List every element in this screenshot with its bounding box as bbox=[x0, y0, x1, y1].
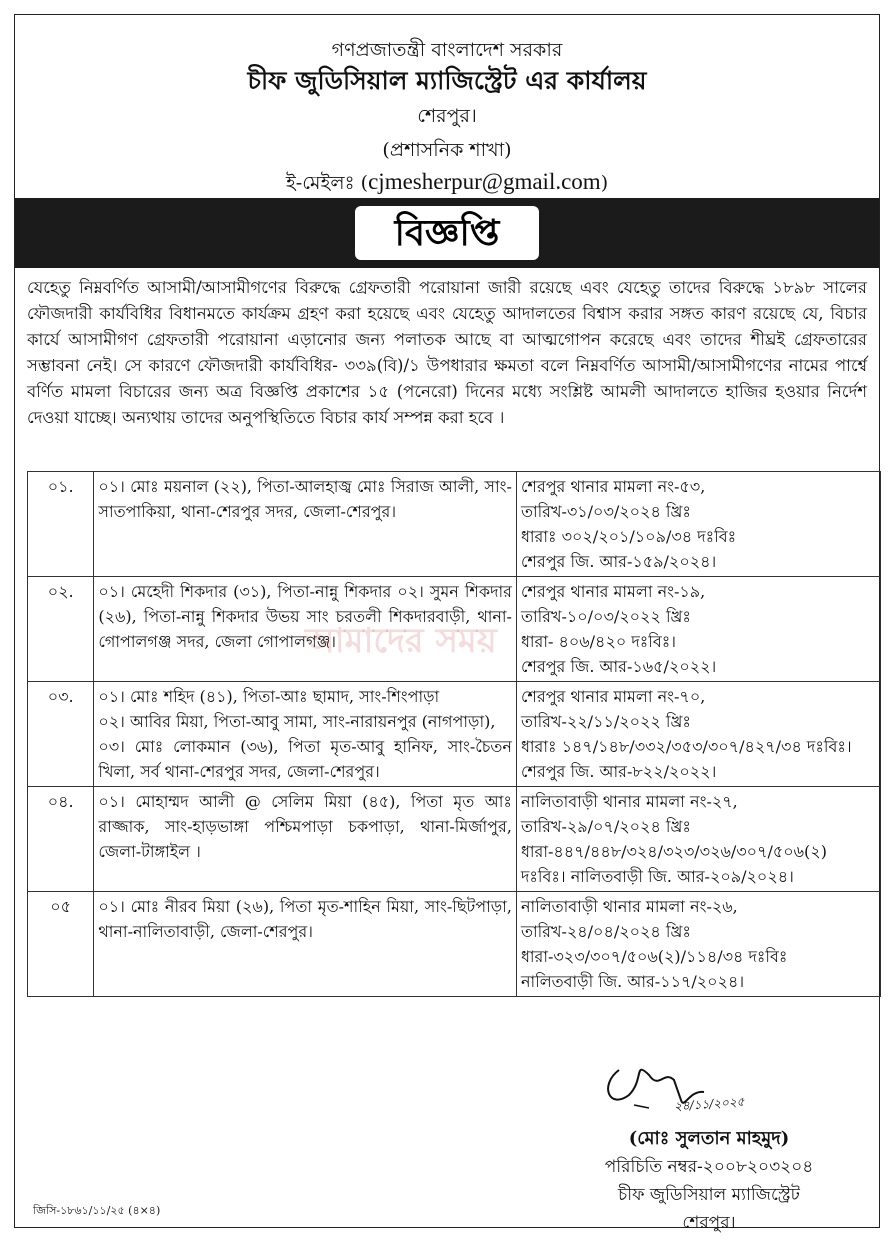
accused-line: ০২। আবির মিয়া, পিতা-আবু সামা, সাং-নারায়নপুর (নাগপাড়া), bbox=[98, 712, 496, 731]
case-info-line: তারিখ-২২/১১/২০২২ খ্রিঃ bbox=[520, 712, 691, 731]
accused-line: ০১। মোঃ শহিদ (৪১), পিতা-আঃ ছামাদ, সাং-শিংপাড়া bbox=[98, 687, 440, 706]
case-row bbox=[28, 682, 881, 787]
cases-table bbox=[27, 471, 881, 997]
case-info-line: তারিখ-১০/০৩/২০২২ খ্রিঃ bbox=[520, 607, 691, 626]
case-info-line: শেরপুর থানার মামলা নং-৫৩, bbox=[520, 477, 706, 496]
accused-line: ০১। মোঃ নীরব মিয়া (২৬), পিতা মৃত-শাহিন মিয়া, সাং-ছিটপাড়া, থানা-নালিতাবাড়ী, জেলা-শেরপুর। bbox=[98, 897, 512, 941]
email-line bbox=[15, 167, 879, 198]
case-info-line: ধারা-৪৪৭/৪৪৮/৩২৪/৩২৩/৩২৬/৩০৭/৫০৬(২) দঃবিঃ। নালিতবাড়ী জি. আর-২০৯/২০২৪। bbox=[520, 842, 827, 886]
case-info-line: তারিখ-২৯/০৭/২০২৪ খ্রিঃ bbox=[520, 817, 691, 836]
case-info-line: শেরপুর জি. আর-৮২২/২০২২। bbox=[520, 762, 717, 781]
case-info-line: ধারা- ৪০৬/৪২০ দঃবিঃ। bbox=[520, 632, 677, 651]
case-accused bbox=[94, 472, 517, 577]
email-close-paren: ) bbox=[600, 172, 609, 194]
officer-designation: চীফ জুডিসিয়াল ম্যাজিস্ট্রেট bbox=[618, 1185, 800, 1205]
case-accused bbox=[94, 682, 517, 787]
government-title: গণপ্রজাতন্ত্রী বাংলাদেশ সরকার bbox=[331, 39, 563, 61]
case-info-line: তারিখ-২৪/০৪/২০২৪ খ্রিঃ bbox=[520, 922, 691, 941]
office-title: চীফ জুডিসিয়াল ম্যাজিস্ট্রেট এর কার্যালয় bbox=[247, 66, 647, 95]
case-accused bbox=[94, 892, 517, 997]
case-info-line: নালিতবাড়ী জি. আর-১১৭/২০২৪। bbox=[520, 972, 745, 991]
case-info-line: শেরপুর থানার মামলা নং-১৯, bbox=[520, 582, 706, 601]
case-row bbox=[28, 787, 881, 892]
accused-line: ০৩। মোঃ লোকমান (৩৬), পিতা মৃত-আবু হানিফ, সাং-চৈতন খিলা, সর্ব থানা-শেরপুর সদর, জেলা-শেরপুর। bbox=[98, 737, 512, 781]
case-info-line: ধারা-৩২৩/৩০৭/৫০৬(২)/১১৪/৩৪ দঃবিঃ bbox=[520, 947, 788, 966]
watermark: আমাদের সময় bbox=[305, 621, 497, 661]
case-info bbox=[516, 682, 880, 787]
case-serial: ০৩. bbox=[28, 682, 94, 787]
accused-line: ০১। মেহেদী শিকদার (৩১), পিতা-নান্নু শিকদার ০২। সুমন শিকদার (২৬), পিতা-নান্নু শিকদার উভয় সাং চরতলী শিকদারবাড়ী, থানা-গোপালগঞ্জ সদর, জেলা গোপালগঞ্জ। bbox=[98, 582, 512, 651]
footer-code: জিসি-১৮৬১/১১/২৫ (৪×৪) bbox=[33, 1204, 161, 1217]
case-serial: ০৫ bbox=[28, 892, 94, 997]
accused-line: ০১। মোঃ ময়নাল (২২), পিতা-আলহাজ্ব মোঃ সিরাজ আলী, সাং-সাতপাকিয়া, থানা-শেরপুর সদর, জেলা-শেরপুর। bbox=[98, 477, 512, 521]
case-row bbox=[28, 577, 881, 682]
case-row bbox=[28, 892, 881, 997]
signature-block bbox=[579, 1050, 839, 1237]
signature-date: ২৪/১১/২০২৫ bbox=[673, 1094, 745, 1114]
case-accused bbox=[94, 577, 517, 682]
notice-title: বিজ্ঞপ্তি bbox=[355, 206, 540, 260]
case-info-line: ধারাঃ ১৪৭/১৪৮/৩৩২/৩৫৩/৩০৭/৪২৭/৩৪ দঃবিঃ। bbox=[520, 737, 852, 756]
case-accused bbox=[94, 787, 517, 892]
case-info-line: নালিতাবাড়ী থানার মামলা নং-২৬, bbox=[520, 897, 738, 916]
office-city: শেরপুর। bbox=[417, 105, 477, 127]
email-label: ই-মেইলঃ bbox=[285, 172, 355, 194]
case-info bbox=[516, 577, 880, 682]
case-info bbox=[516, 787, 880, 892]
case-info-line: শেরপুর জি. আর-১৬৫/২০২২। bbox=[520, 657, 717, 676]
case-info-line: ধারাঃ ৩০২/২০১/১০৯/৩৪ দঃবিঃ bbox=[520, 527, 737, 546]
officer-place: শেরপুর। bbox=[682, 1213, 736, 1233]
office-branch: (প্রশাসনিক শাখা) bbox=[382, 139, 512, 161]
case-info-line: শেরপুর থানার মামলা নং-৭০, bbox=[520, 687, 706, 706]
notice-body: যেহেতু নিম্নবর্ণিত আসামী/আসামীগণের বিরুদ্ধে গ্রেফতারী পরোয়ানা জারী রয়েছে এবং যেহেতু তাদের বিরুদ্ধে ১৮৯৮ সালের ফৌজদারী কার্যবিধির বিধানমতে কার্যক্রম গ্রহণ করা হয়েছে এবং যেহেতু আদালতের বিশ্বাস করার সঙ্গত কারণ রয়েছে যে, বিচার কার্যে আসামীগণ গ্রেফতারী পরোয়ানা এড়ানোর জন্য পলাতক আছে বা আত্মগোপন করেছে এবং তাদের শীঘ্রই গ্রেফতারের সম্ভাবনা নেই। সে কারণে ফৌজদারী কার্যবিধির- ৩৩৯(বি)/১ উপধারার ক্ষমতা বলে নিম্নবর্ণিত আসামী/আসামীগণের নামের পার্শ্বে বর্ণিত মামলা বিচারের জন্য অত্র বিজ্ঞপ্তি প্রকাশের ১৫ (পনেরো) দিনের মধ্যে সংশ্লিষ্ট আমলী আদালতে হাজির হওয়ার নির্দেশ দেওয়া যাচ্ছে। অন্যথায় তাদের অনুপস্থিতিতে বিচার কার্য সম্পন্ন করা হবে । bbox=[27, 278, 867, 427]
officer-id: পরিচিতি নম্বর-২০০৮২০৩২০৪ bbox=[604, 1157, 814, 1177]
notice-banner bbox=[15, 198, 879, 268]
case-info bbox=[516, 892, 880, 997]
signature bbox=[579, 1050, 839, 1125]
email-value[interactable]: cjmesherpur@gmail.com bbox=[368, 169, 601, 194]
case-serial: ০১. bbox=[28, 472, 94, 577]
case-info-line: নালিতাবাড়ী থানার মামলা নং-২৭, bbox=[520, 792, 738, 811]
case-serial: ০২. bbox=[28, 577, 94, 682]
accused-line: ০১। মোহাম্মদ আলী @ সেলিম মিয়া (৪৫), পিতা মৃত আঃ রাজ্জাক, সাং-হাড়ভাঙ্গা পশ্চিমপাড়া চকপাড়া, থানা-মির্জাপুর, জেলা-টাঙ্গাইল । bbox=[98, 792, 512, 861]
case-info-line: তারিখ-৩১/০৩/২০২৪ খ্রিঃ bbox=[520, 502, 691, 521]
case-info-line: শেরপুর জি. আর-১৫৯/২০২৪। bbox=[520, 552, 717, 571]
letterhead bbox=[15, 15, 879, 198]
email-open-paren: ( bbox=[360, 172, 369, 194]
case-info bbox=[516, 472, 880, 577]
case-row bbox=[28, 472, 881, 577]
case-serial: ০৪. bbox=[28, 787, 94, 892]
notice-page bbox=[14, 14, 880, 1233]
officer-name: (মোঃ সুলতান মাহমুদ) bbox=[628, 1128, 790, 1149]
